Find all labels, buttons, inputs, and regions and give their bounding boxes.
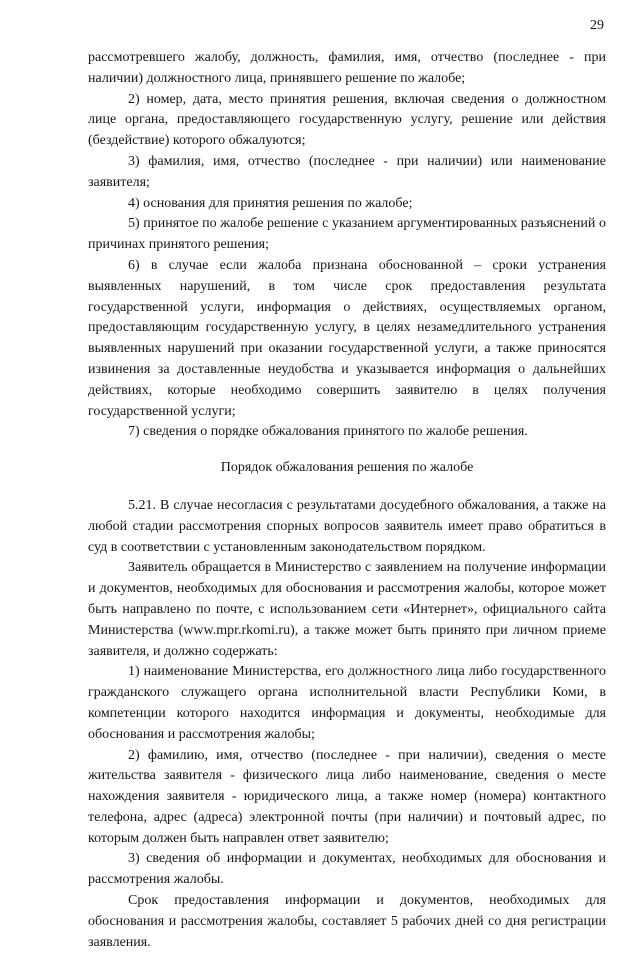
request-item-3: 3) сведения об информации и документах, необходимых для обоснования и рассмотрения жалобы. [88, 851, 606, 888]
list-item-2: 2) номер, дата, место принятия решения, включая сведения о должностном лице органа, предоставляющего государственную услугу, решение или действия (бездействие) которого обжалуются; [88, 91, 606, 149]
clause-5-21: 5.21. В случае несогласия с результатами досудебного обжалования, а также на любой стадии рассмотрения спорных вопросов заявитель имеет право обратиться в суд в соответствии с установленным законодательством порядком. [88, 497, 606, 555]
paragraph-request: Заявитель обращается в Министерство с заявлением на получение информации и документов, необходимых для обоснования и рассмотрения жалобы, которое может быть направлено по почте, с использованием сети «Интернет», официального сайта Министерства (www.mpr.rkomi.ru), а также может быть принято при личном приеме заявителя, и должно содержать: [88, 560, 606, 659]
list-item-6: 6) в случае если жалоба признана обоснованной – сроки устранения выявленных нарушений, в том числе срок предоставления результата государственной услуги, информация о действиях, осуществляемых органом, предоставляющим государственную услугу, в целях незамедлительного устранения выявленных нарушений при оказании государственной услуги, а также приносятся извинения за доставленные неудобства и указывается информация о дальнейших действиях, которые необходимо совершить заявителю в целях получения государственной услуги; [88, 257, 606, 419]
document-body [88, 48, 606, 953]
list-item-7: 7) сведения о порядке обжалования принятого по жалобе решения. [128, 424, 528, 440]
list-item-5: 5) принятое по жалобе решение с указанием аргументированных разъяснений о причинах принятого решения; [88, 216, 606, 253]
list-item-3: 3) фамилия, имя, отчество (последнее - при наличии) или наименование заявителя; [88, 153, 606, 190]
request-item-1: 1) наименование Министерства, его должностного лица либо государственного гражданского служащего органа исполнительной власти Республики Коми, в компетенции которого находится информация и документы, необходимые для обоснования и рассмотрения жалобы; [88, 664, 606, 742]
request-item-2: 2) фамилию, имя, отчество (последнее - при наличии), сведения о месте жительства заявителя - физического лица либо наименование, сведения о месте нахождения заявителя - юридического лица, а также номер (номера) контактного телефона, адрес (адреса) электронной почты (при наличии) и почтовый адрес, по которым должен быть направлен ответ заявителю; [88, 747, 606, 846]
page-number: 29 [590, 18, 604, 33]
paragraph-continuation: рассмотревшего жалобу, должность, фамилия, имя, отчество (последнее - при наличии) должностного лица, принявшего решение по жалобе; [88, 50, 606, 86]
list-item-4: 4) основания для принятия решения по жалобе; [128, 195, 413, 211]
section-heading: Порядок обжалования решения по жалобе [220, 460, 474, 476]
paragraph-deadline: Срок предоставления информации и документов, необходимых для обоснования и рассмотрения жалобы, составляет 5 рабочих дней со дня регистрации заявления. [88, 893, 606, 950]
